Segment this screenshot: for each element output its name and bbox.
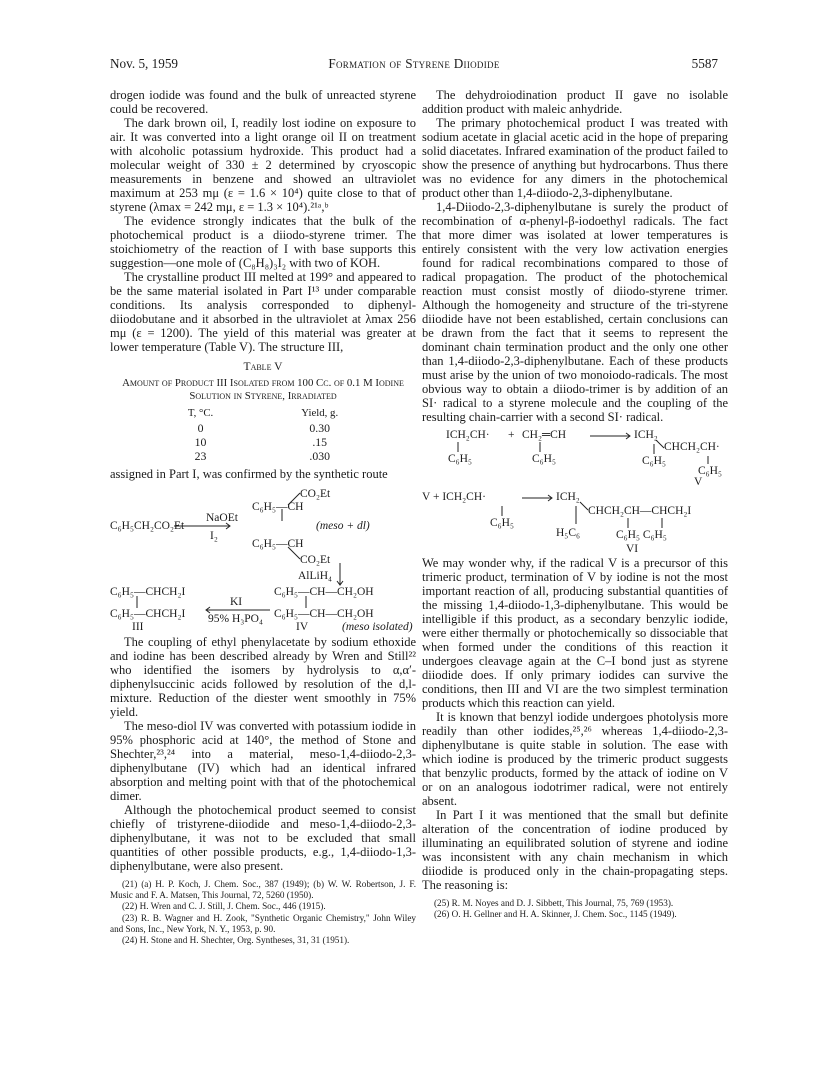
page-header	[110, 56, 718, 72]
scheme-iv-note: (meso isolated)	[342, 621, 413, 633]
paragraph: drogen iodide was found and the bulk of unreacted styrene could be recovered.	[110, 88, 416, 116]
eq1-phenyl: C₆H₅	[448, 453, 472, 465]
equation-trimer-vi	[422, 490, 728, 556]
header-page-number: 5587	[691, 56, 718, 71]
paragraph: 1,4-Diiodo-2,3-diphenylbutane is surely the product of recombination of α-phenyl-β-iodoethyl radicals. The fact that more dimer was isolated at lower temperatures is entirely consistent with the very low activation energies found for radical recombinations compared to those of radical propagation. The product of the photochemical reaction must consist mostly of diiodo-styrene trimer. Although the homogeneity and structure of the tri-styrene diiodide have not been established, certain conclusions can be drawn from the fact that it seems to represent the dominant chain termination product and the only one other than 1,4-diiodo-2,3-diphenylbutane. Each of these products must arise by the union of two monoiodo-radicals. The most obvious way to obtain a diiodo-trimer is by addition of an SI· radical to a styrene molecule and the coupling of the resulting chain-carrier with a second SI· radical.	[422, 200, 728, 424]
eq2-product: ICH₂	[556, 491, 580, 503]
footnote: (23) R. B. Wagner and H. Zook, "Synthetic Organic Chemistry," John Wiley and Sons, Inc., New York, N. Y., 1953, p. 90.	[110, 912, 416, 934]
table-cell: 10	[194, 435, 207, 449]
scheme-reagent-alih4: AlLiH₄	[298, 570, 333, 582]
left-column	[110, 88, 416, 946]
eq2-phenyls: C₆H₅ C₆H₅	[616, 529, 667, 541]
yield-table	[144, 406, 382, 463]
paragraph: The meso-diol IV was converted with potassium iodide in 95% phosphoric acid at 140°, the method of Stone and Shechter,²³,²⁴ into a material, meso-1,4-diiodo-2,3-diphenylbutane (IV) which had an identical infrared absorption and melting point with that of the photochemical dimer.	[110, 719, 416, 803]
footnote: (25) R. M. Noyes and D. J. Sibbett, This Journal, 75, 769 (1953).	[434, 898, 674, 908]
scheme-iii-top: C₆H₅—CHCH₂I	[110, 586, 186, 598]
eq1-plus: +	[508, 429, 515, 441]
table-header-temperature: T, °C.	[187, 407, 214, 419]
paragraph: The evidence strongly indicates that the bulk of the photochemical product is a diiodo-styrene trimer. The stoichiometry of the reaction of I with base supports this suggestion—one mole of (C₈H₈)₃I₂ with two of KOH.	[110, 214, 416, 270]
paragraph: The crystalline product III melted at 199° and appeared to be the same material isolated in Part I¹³ under comparable conditions. Its analysis corresponded to diphenyl-diiodobutane and it absorbed in the ultraviolet at λmax 256 mμ (ε = 1200). The yield of this material was greater at lower temperature (Table V). The structure III,	[110, 270, 416, 354]
table-header-yield: Yield, g.	[301, 407, 339, 419]
scheme-ch-top: C₆H₅—CH	[252, 501, 304, 513]
scheme-label-iv: IV	[296, 621, 309, 633]
eq2-product-chain: CHCH₂CH—CHCH₂I	[588, 505, 692, 517]
scheme-iv-top: C₆H₅—CH—CH₂OH	[274, 586, 374, 598]
scheme-label-iii: III	[132, 621, 144, 633]
paragraph: Although the photochemical product seemed to consist chiefly of tristyrene-diiodide and meso-1,4-diiodo-2,3-diphenylbutane, it was not to be excluded that small quantities of other possible products, e.g., 1,4-diiodo-1,3-diphenylbutane, were also present.	[110, 803, 416, 873]
eq2-phenyl: C₆H₅	[490, 517, 514, 529]
eq1-phenyl: C₆H₅	[532, 453, 556, 465]
header-title: Formation of Styrene Diiodide	[328, 56, 500, 71]
scheme-reagent-h3po4: 95% H₃PO₄	[208, 613, 263, 625]
equation-radical-v	[422, 428, 728, 488]
footnote: (21) (a) H. P. Koch, J. Chem. Soc., 387 (1949); (b) W. W. Robertson, J. F. Music and F. A. Matsen, This Journal, 72, 5260 (1950).	[110, 879, 416, 901]
scheme-reagent-naoet: NaOEt	[206, 512, 238, 524]
paragraph: In Part I it was mentioned that the small but definite alteration of the concentration of iodine produced by illuminating an equilibrated solution of styrene and iodine was inconsistent with any chain mechanism in which diiodide is produced only in the chain-propagating steps. The reasoning is:	[422, 808, 728, 892]
paragraph: The dark brown oil, I, readily lost iodine on exposure to air. It was converted into a light orange oil II on treatment with alcoholic potassium hydroxide. This product had a molecular weight of 330 ± 2 determined by cryoscopic measurements in benzene and showed an ultraviolet maximum at 253 mμ (ε = 1.6 × 10⁴) quite close to that of styrene (λmax = 242 mμ, ε = 1.3 × 10⁴).²¹ᵃ,ᵇ	[110, 116, 416, 214]
table-cell: .030	[309, 449, 331, 463]
eq2-phenyl: H₅C₆	[556, 527, 580, 539]
footnote: (26) O. H. Gellner and H. A. Skinner, J. Chem. Soc., 1145 (1949).	[434, 909, 677, 920]
scheme-co2et-top: CO₂Et	[300, 488, 331, 500]
table-title: Table V	[243, 361, 283, 373]
scheme-reagent-i2: I₂	[210, 530, 218, 542]
eq1-label-v: V	[694, 476, 703, 488]
table-cell: 0	[197, 421, 204, 435]
footnotes-right	[422, 898, 728, 920]
eq1-styrene: CH₂═CH	[522, 429, 567, 441]
table-row	[144, 449, 382, 463]
scheme-co2et-bottom: CO₂Et	[300, 554, 331, 566]
table-cell: .15	[312, 435, 328, 449]
paragraph: We may wonder why, if the radical V is a precursor of this trimeric product, termination of V by iodine is not the most important reaction of all, producing substantial quantities of the missing 1,4-diiodo-1,3-diphenylbutane. This would be intelligible if this product, as a secondary benzylic iodide, were either thermally or photochemically so dissociable that when formed under the conditions of this reaction it undergoes cleavage again at the C–I bond just as styrene diiodide does. If only primary iodides can survive the conditions, then III and VI are the two simplest termination products which this reaction can yield.	[422, 556, 728, 710]
eq1-phenyl: C₆H₅	[698, 465, 722, 477]
paragraph: The coupling of ethyl phenylacetate by sodium ethoxide and iodine has been described already by Wren and Still²² who identified the isomers by hydrolysis to α,α′-diphenylsuccinic acids followed by resolution of the d,l-mixture. Reduction of the diester went smoothly in 75% yield.	[110, 635, 416, 719]
scheme-ch-bottom: C₆H₅—CH	[252, 538, 304, 550]
scheme-reagent-ki: KI	[230, 596, 243, 608]
eq1-product: ICH₂	[634, 429, 658, 441]
footnote: (22) H. Wren and C. J. Still, J. Chem. Soc., 446 (1915).	[122, 901, 326, 912]
paragraph: assigned in Part I, was confirmed by the synthetic route	[110, 467, 388, 481]
eq2-label-vi: VI	[626, 543, 639, 555]
paragraph: The primary photochemical product I was treated with sodium acetate in glacial acetic acid in the hope of preparing solid diacetates. Infrared examination of the product failed to show the presence of anything but hydrocarbons. Thus there was no evidence for any dimers in the photochemical product other than 1,4-diiodo-2,3-diphenylbutane.	[422, 116, 728, 200]
paragraph: The dehydroiodination product II gave no isolable addition product with maleic anhydride.	[422, 88, 728, 116]
scheme-meso-dl: (meso + dl)	[316, 520, 370, 532]
scheme-iv-bottom: C₆H₅—CH—CH₂OH	[274, 608, 374, 620]
table-cell: 0.30	[309, 421, 331, 435]
right-column	[422, 88, 728, 920]
eq1-phenyl: C₆H₅	[642, 455, 666, 467]
paragraph: It is known that benzyl iodide undergoes photolysis more readily than other iodides,²⁵,²⁶ whereas 1,4-diiodo-2,3-diphenylbutane is quite stable in solution. The ease with which iodine is produced by the trimeric product suggests that benzylic products, formed by the attack of iodine on V or on an analogous iodotrimer radical, were not entirely absent.	[422, 710, 728, 808]
footnotes-left	[110, 879, 416, 946]
eq2-reactants: V + ICH₂CH·	[422, 491, 486, 503]
table-row	[144, 421, 382, 435]
table-cell: 23	[194, 449, 207, 463]
table-caption: Amount of Product III Isolated from 100 Cc. of 0.1 M Iodine Solution in Styrene, Irradiated	[122, 377, 404, 402]
eq1-reactant-radical: ICH₂CH·	[446, 429, 490, 441]
table-row	[144, 435, 382, 449]
scheme-iii-bottom: C₆H₅—CHCH₂I	[110, 608, 186, 620]
eq1-product-chain: CHCH₂CH·	[664, 441, 720, 453]
header-date: Nov. 5, 1959	[110, 56, 179, 71]
scheme-reactant: C₆H₅CH₂CO₂Et	[110, 520, 185, 532]
footnote: (24) H. Stone and H. Shechter, Org. Syntheses, 31, 31 (1951).	[122, 935, 350, 946]
synthesis-scheme	[110, 485, 416, 635]
